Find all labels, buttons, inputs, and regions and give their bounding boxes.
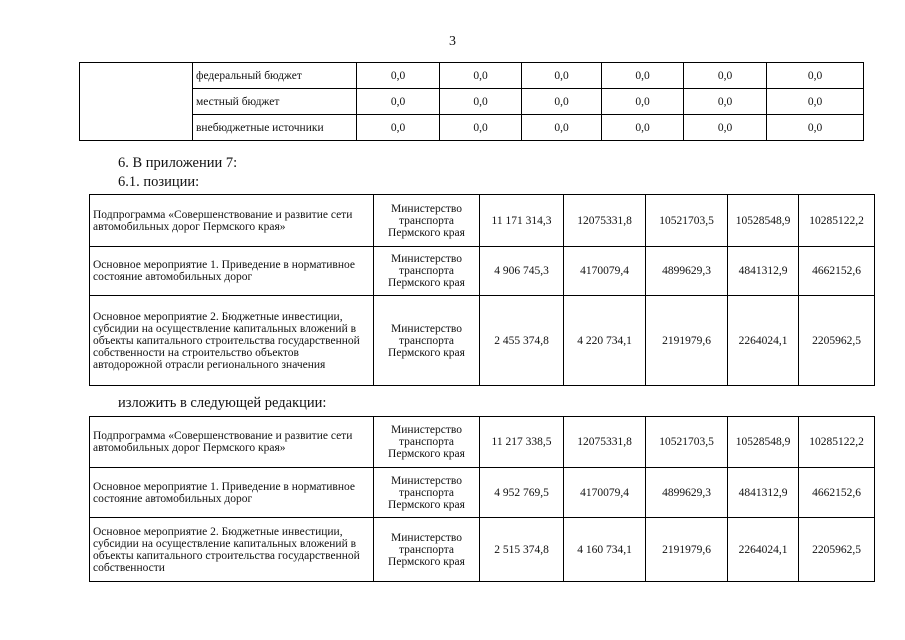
budget-row	[80, 63, 864, 89]
value-cell: 11 217 338,5	[480, 417, 564, 468]
value-cell: 4899629,3	[646, 468, 728, 518]
budget-empty-cell	[80, 63, 193, 141]
table-row	[90, 468, 875, 518]
new-edition-table	[89, 416, 875, 582]
value-cell: 4662152,6	[799, 468, 875, 518]
subsection-heading: 6.1. позиции:	[118, 174, 200, 190]
executor: Министерство транспорта Пермского края	[374, 296, 480, 386]
budget-table	[79, 62, 864, 141]
value-cell: 4170079,4	[564, 468, 646, 518]
program-name: Подпрограмма «Совершенствование и развитие сети автомобильных дорог Пермского края»	[90, 417, 374, 468]
value-cell: 4 220 734,1	[564, 296, 646, 386]
value-cell: 4899629,3	[646, 247, 728, 296]
value-cell: 10521703,5	[646, 195, 728, 247]
budget-value: 0,0	[767, 89, 864, 115]
table-row	[90, 417, 875, 468]
value-cell: 10285122,2	[799, 417, 875, 468]
budget-value: 0,0	[684, 115, 767, 141]
positions-table	[89, 194, 875, 386]
value-cell: 10521703,5	[646, 417, 728, 468]
value-cell: 2 455 374,8	[480, 296, 564, 386]
program-name: Подпрограмма «Совершенствование и развитие сети автомобильных дорог Пермского края»	[90, 195, 374, 247]
budget-value: 0,0	[522, 89, 602, 115]
value-cell: 10285122,2	[799, 195, 875, 247]
value-cell: 2205962,5	[799, 296, 875, 386]
budget-value: 0,0	[602, 63, 684, 89]
budget-value: 0,0	[357, 115, 440, 141]
value-cell: 4170079,4	[564, 247, 646, 296]
budget-row-label: местный бюджет	[193, 89, 357, 115]
value-cell: 10528548,9	[728, 417, 799, 468]
value-cell: 2191979,6	[646, 296, 728, 386]
value-cell: 4662152,6	[799, 247, 875, 296]
value-cell: 12075331,8	[564, 417, 646, 468]
executor: Министерство транспорта Пермского края	[374, 417, 480, 468]
program-name: Основное мероприятие 2. Бюджетные инвестиции, субсидии на осуществление капитальных вложений в объекты капитального строительства государственной собственности на строительство объектов автодорожной отрасли регионального значения	[90, 296, 374, 386]
value-cell: 4841312,9	[728, 468, 799, 518]
replacement-heading: изложить в следующей редакции:	[118, 395, 327, 411]
budget-value: 0,0	[684, 89, 767, 115]
budget-value: 0,0	[357, 89, 440, 115]
budget-value: 0,0	[357, 63, 440, 89]
program-name: Основное мероприятие 1. Приведение в нормативное состояние автомобильных дорог	[90, 468, 374, 518]
executor: Министерство транспорта Пермского края	[374, 247, 480, 296]
program-name: Основное мероприятие 1. Приведение в нормативное состояние автомобильных дорог	[90, 247, 374, 296]
value-cell: 2 515 374,8	[480, 518, 564, 582]
budget-value: 0,0	[440, 63, 522, 89]
value-cell: 10528548,9	[728, 195, 799, 247]
budget-value: 0,0	[522, 115, 602, 141]
executor: Министерство транспорта Пермского края	[374, 468, 480, 518]
table-row	[90, 195, 875, 247]
value-cell: 4 906 745,3	[480, 247, 564, 296]
budget-row-label: федеральный бюджет	[193, 63, 357, 89]
value-cell: 2264024,1	[728, 296, 799, 386]
budget-value: 0,0	[522, 63, 602, 89]
budget-row	[80, 89, 864, 115]
section-heading: 6. В приложении 7:	[118, 155, 238, 171]
table-row	[90, 518, 875, 582]
value-cell: 11 171 314,3	[480, 195, 564, 247]
budget-value: 0,0	[602, 115, 684, 141]
value-cell: 12075331,8	[564, 195, 646, 247]
program-name: Основное мероприятие 2. Бюджетные инвестиции, субсидии на осуществление капитальных вложений в объекты капитального строительства государственной собственности	[90, 518, 374, 582]
budget-value: 0,0	[767, 115, 864, 141]
executor: Министерство транспорта Пермского края	[374, 518, 480, 582]
value-cell: 2205962,5	[799, 518, 875, 582]
budget-value: 0,0	[684, 63, 767, 89]
executor: Министерство транспорта Пермского края	[374, 195, 480, 247]
budget-value: 0,0	[602, 89, 684, 115]
table-row	[90, 296, 875, 386]
budget-row-label: внебюджетные источники	[193, 115, 357, 141]
budget-value: 0,0	[440, 115, 522, 141]
table-row	[90, 247, 875, 296]
value-cell: 4841312,9	[728, 247, 799, 296]
budget-value: 0,0	[767, 63, 864, 89]
value-cell: 4 160 734,1	[564, 518, 646, 582]
value-cell: 4 952 769,5	[480, 468, 564, 518]
budget-value: 0,0	[440, 89, 522, 115]
value-cell: 2264024,1	[728, 518, 799, 582]
page-number: 3	[449, 34, 456, 49]
budget-row	[80, 115, 864, 141]
value-cell: 2191979,6	[646, 518, 728, 582]
